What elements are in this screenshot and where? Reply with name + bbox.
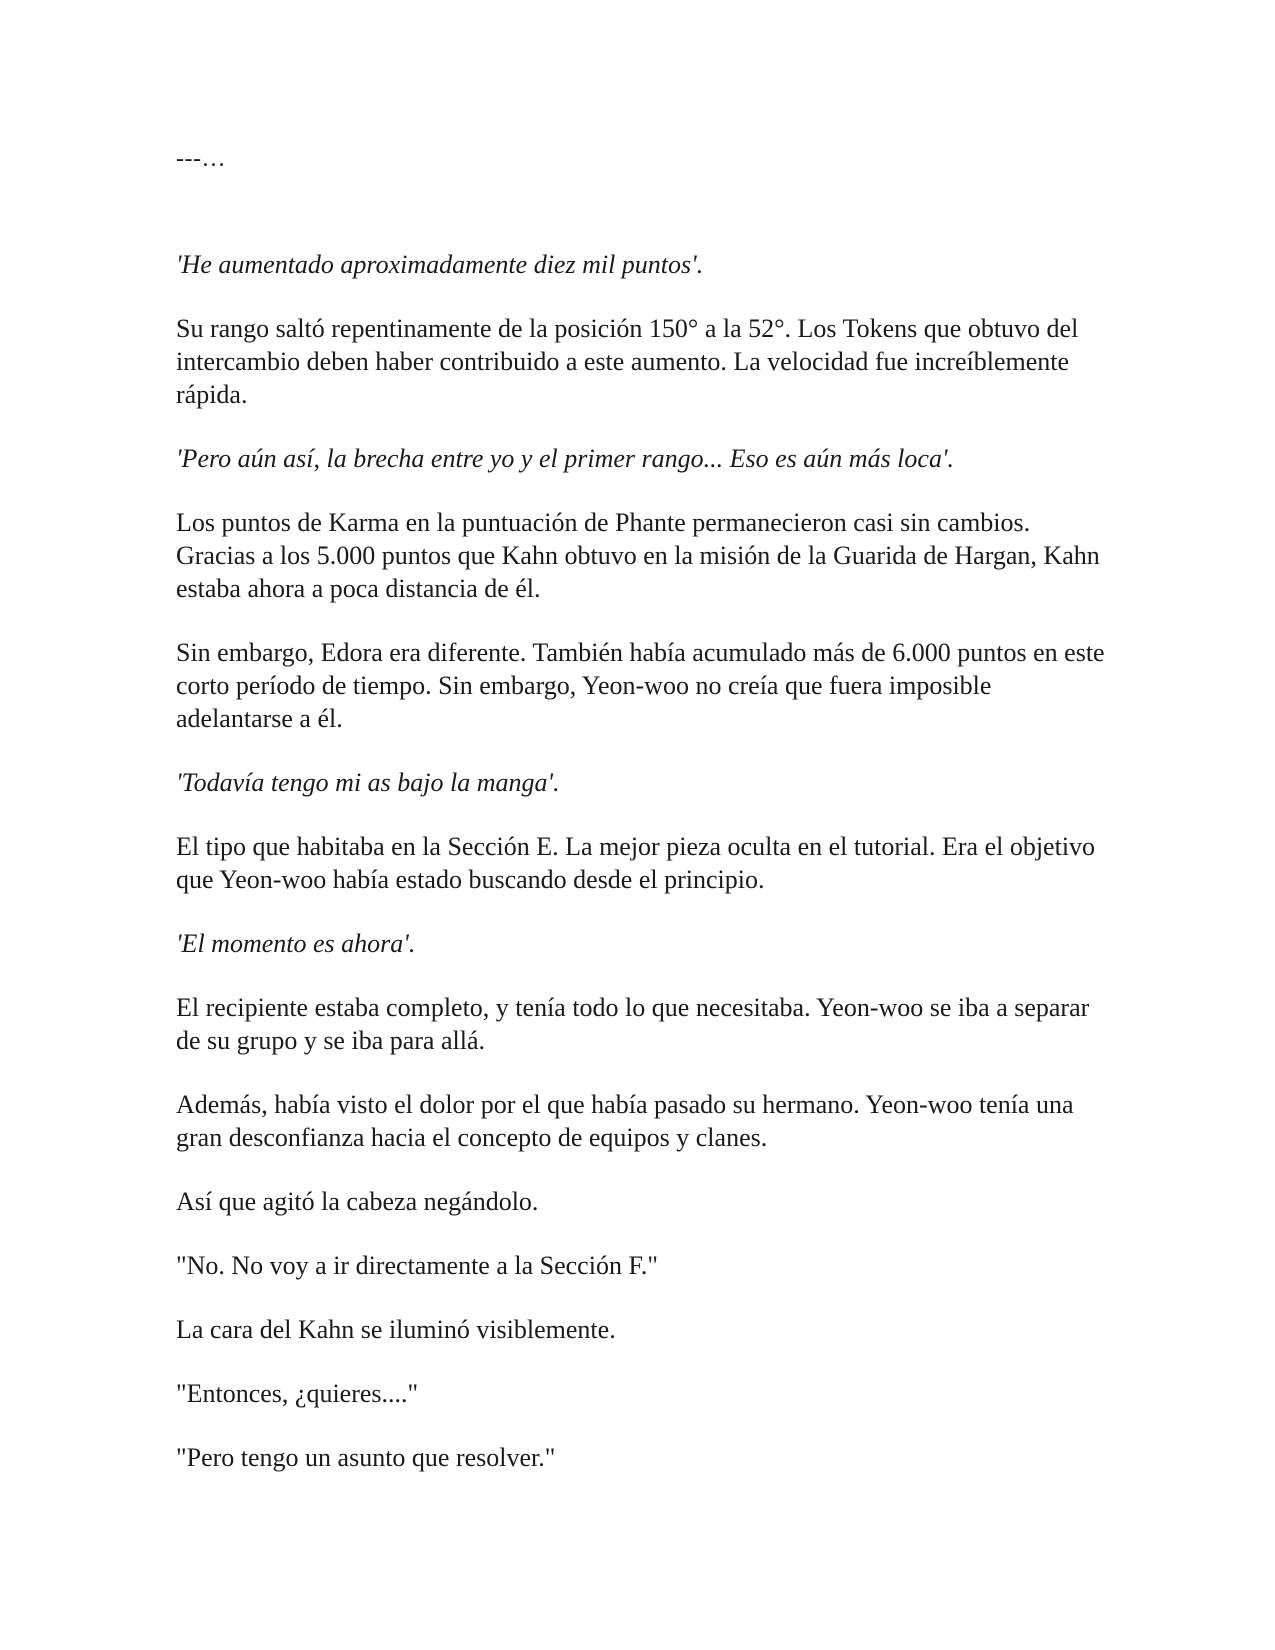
thought-paragraph: 'He aumentado aproximadamente diez mil puntos'. [176,250,704,279]
narration-paragraph: El tipo que habitaba en la Sección E. La mejor pieza oculta en el tutorial. Era el objetivo que Yeon-woo había estado buscando desde el principio. [176,832,1096,894]
narration-paragraph: Su rango saltó repentinamente de la posición 150° a la 52°. Los Tokens que obtuvo del intercambio deben haber contribuido a este aumento. La velocidad fue increíblemente rápida. [176,314,1079,409]
narration-paragraph: Así que agitó la cabeza negándolo. [176,1187,539,1216]
dialogue-paragraph: "Entonces, ¿quieres...." [176,1379,419,1408]
narration-paragraph: La cara del Kahn se iluminó visiblemente. [176,1315,616,1344]
document-body [176,143,1106,1505]
thought-paragraph: 'Todavía tengo mi as bajo la manga'. [176,768,560,797]
narration-paragraph: Los puntos de Karma en la puntuación de Phante permanecieron casi sin cambios. Gracias a los 5.000 puntos que Kahn obtuvo en la misión de la Guarida de Hargan, Kahn estaba ahora a poca distancia de él. [176,508,1100,603]
narration-paragraph: El recipiente estaba completo, y tenía todo lo que necesitaba. Yeon-woo se iba a separar de su grupo y se iba para allá. [176,993,1090,1055]
scene-break-mark: ---… [176,146,226,172]
narration-paragraph: Sin embargo, Edora era diferente. También había acumulado más de 6.000 puntos en este corto período de tiempo. Sin embargo, Yeon-woo no creía que fuera imposible adelantarse a él. [176,638,1105,733]
dialogue-paragraph: "No. No voy a ir directamente a la Sección F." [176,1251,658,1280]
thought-paragraph: 'El momento es ahora'. [176,929,416,958]
thought-paragraph: 'Pero aún así, la brecha entre yo y el primer rango... Eso es aún más loca'. [176,444,955,473]
dialogue-paragraph: "Pero tengo un asunto que resolver." [176,1443,556,1472]
narration-paragraph: Además, había visto el dolor por el que había pasado su hermano. Yeon-woo tenía una gran desconfianza hacia el concepto de equipos y clanes. [176,1090,1074,1152]
